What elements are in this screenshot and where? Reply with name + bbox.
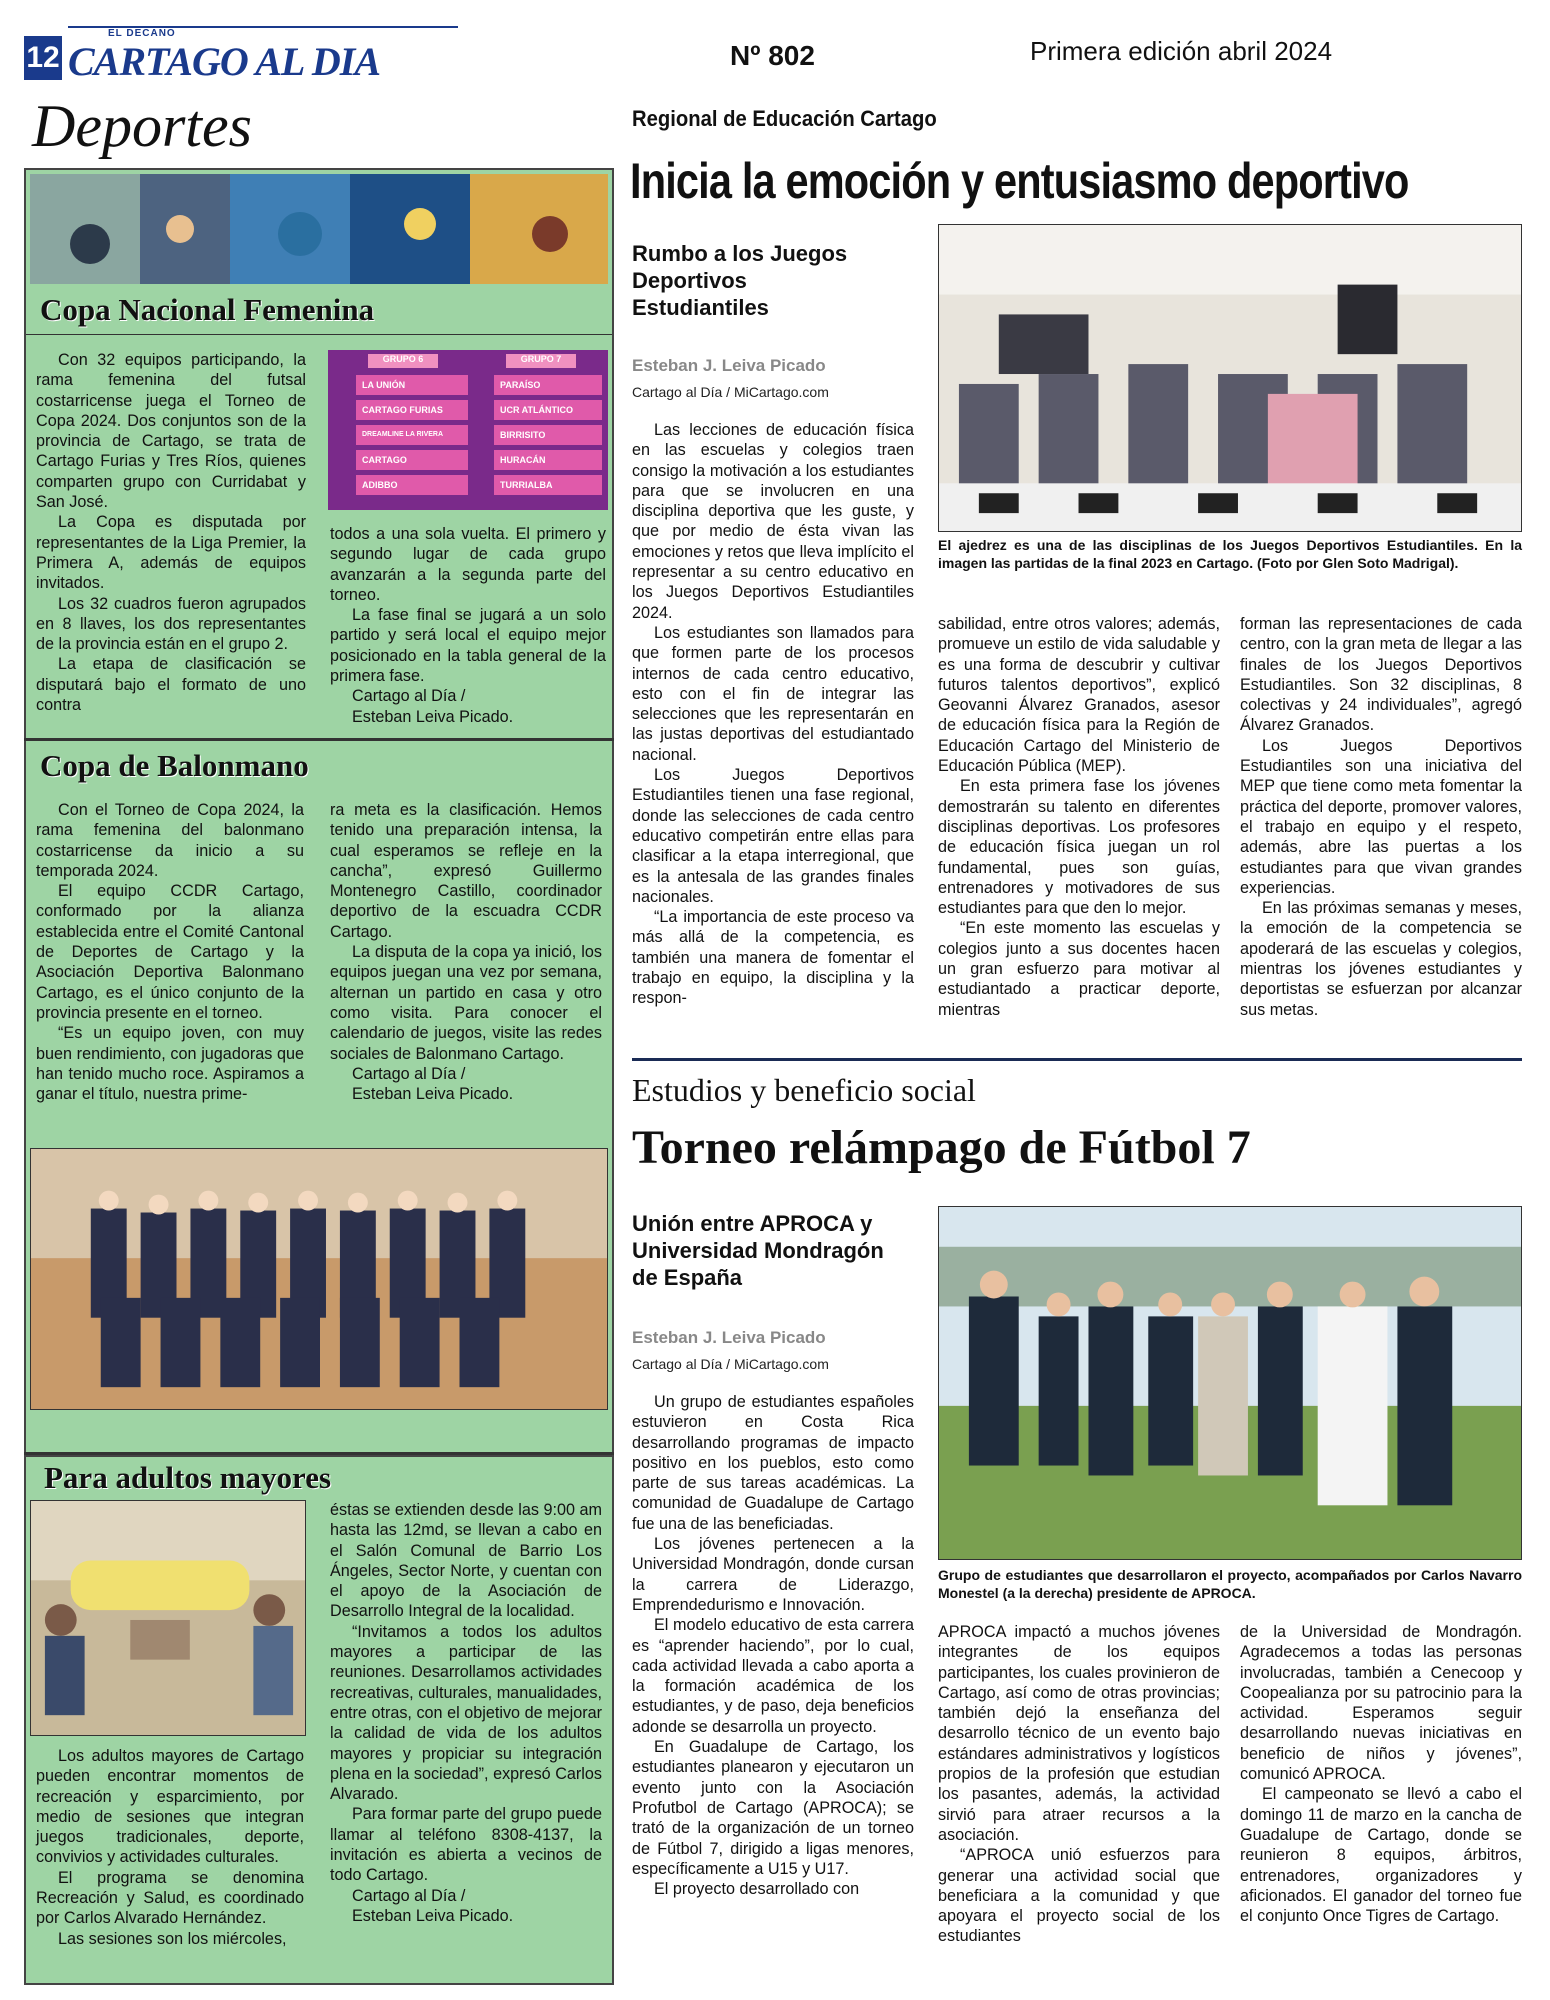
torneo-subhead: Unión entre APROCA y Universidad Mondragón de España xyxy=(632,1211,884,1290)
chess-photo xyxy=(938,224,1522,532)
torneo-col2 xyxy=(938,1622,1220,1947)
torneo-kicker: Estudios y beneficio social xyxy=(632,1072,976,1108)
team-row: CARTAGO FURIAS xyxy=(356,400,468,420)
paragraph: Los 32 cuadros fueron agrupados en 8 llaves, los dos representantes de la provincia están en el grupo 2. xyxy=(36,594,306,654)
paragraph: Las lecciones de educación física en las escuelas y colegios traen consigo la motivación a los estudiantes para que se involucren en una disciplina deportiva que les guste, y que por medio de ésta vivan las emociones y retos que lleva implícito el representar a su centro educativo en los Juegos Deportivos Estudiantiles 2024. xyxy=(632,421,914,622)
team-row: UCR ATLÁNTICO xyxy=(494,400,602,420)
team-row: HURACÁN xyxy=(494,450,602,470)
team-row: BIRRISITO xyxy=(494,425,602,445)
paragraph: ra meta es la clasificación. Hemos tenido una preparación intensa, la cual esperamos se refleje en la cancha”, expresó Guillermo Montenegro Castillo, coordinador deportivo de la escuadra CCDR Cartago. xyxy=(330,801,602,941)
team-row: ADIBBO xyxy=(356,475,468,495)
seniors-photo xyxy=(30,1500,306,1736)
paragraph: Con el Torneo de Copa 2024, la rama femenina del balonmano costarricense da inicio a su temporada 2024. xyxy=(36,801,304,880)
paragraph: Las sesiones son los miércoles, xyxy=(58,1929,287,1948)
paragraph: La disputa de la copa ya inició, los equipos juegan una vez por semana, alternan un partido en casa y otro como visita. Para conocer el calendario de juegos, visite las redes sociales de Balonmano Cartago. xyxy=(330,943,602,1063)
regional-headline: Inicia la emoción y entusiasmo deportivo xyxy=(630,153,1409,209)
logo-title: CARTAGO AL DIA xyxy=(68,39,380,84)
paragraph: En las próximas semanas y meses, la emoción de la competencia se apoderará de las escuelas y colegios, mientras los jóvenes estudiantes y deportistas se esfuerzan por alcanzar sus metas. xyxy=(1240,899,1522,1019)
paragraph: “En este momento las escuelas y colegios junto a sus docentes hacen un gran esfuerzo para motivar al estudiantado a practicar deporte, mientras xyxy=(938,919,1220,1019)
handball-team-photo xyxy=(30,1148,608,1410)
paragraph: Los adultos mayores de Cartago pueden encontrar momentos de recreación y esparcimiento, por medio de sesiones que integran juegos tradicionales, deporte, convivios y actividades culturales. xyxy=(36,1747,304,1867)
paragraph: El proyecto desarrollado con xyxy=(654,1880,860,1899)
copa-femenina-col1 xyxy=(36,350,306,715)
balonmano-col1 xyxy=(36,800,304,1104)
torneo-author: Esteban J. Leiva Picado xyxy=(632,1328,826,1347)
paragraph: Para formar parte del grupo puede llamar al teléfono 8308-4137, la invitación es abierta a vecinos de todo Cartago. xyxy=(330,1805,602,1885)
torneo-source[interactable]: Cartago al Día / MiCartago.com xyxy=(632,1356,829,1372)
newspaper-logo[interactable] xyxy=(68,28,380,84)
paragraph: “APROCA unió esfuerzos para generar una actividad social que beneficiara a la comunidad y que apoyara el proyecto social de los estudiantes xyxy=(938,1846,1220,1946)
regional-author: Esteban J. Leiva Picado xyxy=(632,356,826,375)
team-row: PARAÍSO xyxy=(494,375,602,395)
byline: Cartago al Día / xyxy=(352,1886,466,1905)
paragraph: Los Juegos Deportivos Estudiantiles tienen una fase regional, donde las selecciones de cada centro educativo competirán entre ellas para clasificar a la etapa interregional, que es la antesala de las grandes finales nacionales. xyxy=(632,766,914,906)
regional-kicker: Regional de Educación Cartago xyxy=(632,106,937,131)
regional-col1 xyxy=(632,420,914,1009)
paragraph: “Invitamos a todos los adultos mayores a participar de las reuniones. Desarrollamos actividades recreativas, culturales, manualidades, entre otras, con el objetivo de mejorar la calidad de vida de los adultos mayores y propiciar su integración plena en la sociedad”, expresó Carlos Alvarado. xyxy=(330,1622,602,1804)
paragraph: Con 32 equipos participando, la rama femenina del futsal costarricense juega el Torneo de Copa 2024. Dos conjuntos son de la provincia de Cartago, se trata de Cartago Furias y Tres Ríos, quienes comparten grupo con Curridabat y San José. xyxy=(36,351,306,512)
regional-col3 xyxy=(1240,614,1522,1020)
torneo-headline: Torneo relámpago de Fútbol 7 xyxy=(632,1121,1251,1174)
byline: Cartago al Día / xyxy=(352,687,466,706)
team-row: LA UNIÓN xyxy=(356,375,468,395)
team-row: CARTAGO xyxy=(356,450,468,470)
chess-photo-caption: El ajedrez es una de las disciplinas de los Juegos Deportivos Estudiantiles. En la imagen las partidas de la final 2023 en Cartago. (Foto por Glen Soto Madrigal). xyxy=(938,537,1522,571)
team-row: DREAMLINE LA RIVERA xyxy=(356,425,468,445)
section-divider xyxy=(24,738,614,741)
paragraph: El equipo CCDR Cartago, conformado por la alianza establecida entre el Comité Cantonal de Deportes de Cartago y la Asociación Deportiva Balonmano Cartago, es el único conjunto de la provincia presente en el torneo. xyxy=(36,882,304,1022)
byline: Esteban Leiva Picado. xyxy=(352,1906,514,1925)
group-b-label: GRUPO 7 xyxy=(506,354,576,368)
byline: Esteban Leiva Picado. xyxy=(352,707,514,726)
paragraph: La Copa es disputada por representantes de la Liga Premier, la Primera A, además de equipos invitados. xyxy=(36,513,306,593)
paragraph: Los jóvenes pertenecen a la Universidad Mondragón, donde cursan la carrera de Liderazgo, Emprendedurismo e Innovación. xyxy=(632,1535,914,1614)
copa-femenina-title: Copa Nacional Femenina xyxy=(40,292,375,327)
team-row: TURRIALBA xyxy=(494,475,602,495)
byline: Cartago al Día / xyxy=(352,1064,466,1083)
paragraph: El programa se denomina Recreación y Salud, es coordinado por Carlos Alvarado Hernández. xyxy=(36,1868,304,1928)
paragraph: “Es un equipo joven, con muy buen rendimiento, con jugadoras que han tenido mucho roce. Aspiramos a ganar el título, nuestra prime- xyxy=(36,1024,304,1104)
copa-femenina-col2 xyxy=(330,524,606,727)
regional-source[interactable]: Cartago al Día / MiCartago.com xyxy=(632,384,829,400)
adultos-col1 xyxy=(36,1746,304,1949)
paragraph: Un grupo de estudiantes españoles estuvieron en Costa Rica desarrollando programas de impacto positivo en los pueblos, esto como parte de sus tareas académicas. La comunidad de Guadalupe de Cartago fue una de las beneficiadas. xyxy=(632,1393,914,1533)
group-b-list xyxy=(472,372,602,500)
paragraph: Los estudiantes son llamados para que formen parte de los procesos internos de cada centro educativo, esto con el fin de integrar las selecciones que les representarán en las justas deportivas del estudiantado nacional. xyxy=(632,623,914,764)
adultos-title: Para adultos mayores xyxy=(44,1460,332,1495)
paragraph: sabilidad, entre otros valores; además, promueve un estilo de vida saludable y es una forma de descubrir y cultivar futuros talentos deportivos”, explicó Geovanni Álvarez Granados, asesor de educación física para la Región de Educación Cartago del Ministerio de Educación Pública (MEP). xyxy=(938,615,1220,776)
paragraph: La etapa de clasificación se disputará bajo el formato de uno contra xyxy=(36,655,306,715)
paragraph: En esta primera fase los jóvenes demostrarán su talento en diferentes disciplinas deportivas. Los profesores de educación física juegan un rol fundamental, pues son guías, entrenadores y motivadores de sus estudiantes para que den lo mejor. xyxy=(938,777,1220,918)
article-separator xyxy=(632,1058,1522,1061)
section-title: Deportes xyxy=(32,93,252,159)
paragraph: Los Juegos Deportivos Estudiantiles son una iniciativa del MEP que tiene como meta fomentar la práctica del deporte, promover valores, el trabajo en equipo y el respeto, además, abre las puertas a los estudiantes para que vivan grandes experiencias. xyxy=(1240,736,1522,897)
paragraph: “La importancia de este proceso va más allá de la competencia, es también una manera de fomentar el trabajo en equipo, la disciplina y la respon- xyxy=(632,908,914,1008)
paragraph: APROCA impactó a muchos jóvenes integrantes de los equipos participantes, los cuales provinieron de Cartago, así como de otras provincias; también dejó la enseñanza del desarrollo técnico de un evento bajo estándares administrativos y logísticos propios de la profesión que estudian los pasantes, además, la actividad sirvió para atraer recursos a la asociación. xyxy=(938,1623,1220,1844)
logo-tagline: EL DECANO xyxy=(108,28,176,39)
issue-number: Nº 802 xyxy=(730,40,815,71)
balonmano-col2 xyxy=(330,800,602,1104)
students-photo-caption: Grupo de estudiantes que desarrollaron el proyecto, acompañados por Carlos Navarro Monestel (a la derecha) presidente de APROCA. xyxy=(938,1567,1522,1601)
paragraph: de la Universidad de Mondragón. Agradecemos a todas las personas involucradas, también a Cenecoop y Coopealianza por su patrocinio para la actividad. Esperamos seguir desarrollando nuevas iniciativas en beneficio de niños y jóvenes”, comunicó APROCA. xyxy=(1240,1623,1522,1784)
torneo-col3 xyxy=(1240,1622,1522,1926)
paragraph: éstas se extienden desde las 9:00 am hasta las 12md, se llevan a cabo en el Salón Comunal de Barrio Los Ángeles, Sector Norte, y cuentan con el apoyo de la Asociación de Desarrollo Integral de la localidad. xyxy=(330,1501,602,1621)
group-graphic xyxy=(328,350,608,510)
regional-col2 xyxy=(938,614,1220,1020)
page-number: 12 xyxy=(24,36,62,80)
copa-divider xyxy=(26,334,612,335)
group-a-label: GRUPO 6 xyxy=(368,354,438,368)
paragraph: La fase final se jugará a un solo partido y será local el equipo mejor posicionado en la tabla general de la primera fase. xyxy=(330,606,606,686)
torneo-col1 xyxy=(632,1392,914,1899)
group-a-list xyxy=(334,372,468,500)
byline: Esteban Leiva Picado. xyxy=(352,1085,514,1104)
regional-subhead: Rumbo a los Juegos Deportivos Estudiantiles xyxy=(632,241,848,320)
sports-banner-image xyxy=(30,174,608,284)
paragraph: En Guadalupe de Cartago, los estudiantes planearon y ejecutaron un evento junto con la Asociación Profutbol de Cartago (APROCA); se trató de la organización de un torneo de Fútbol 7, dirigido a ligas menores, específicamente a U15 y U17. xyxy=(632,1738,914,1878)
paragraph: El modelo educativo de esta carrera es “aprender haciendo”, por lo cual, cada actividad llevada a cabo aporta a la formación académica de los estudiantes, y de paso, deja beneficios adonde se desarrolla un proyecto. xyxy=(632,1616,914,1736)
edition-date: Primera edición abril 2024 xyxy=(1030,36,1333,66)
balonmano-title: Copa de Balonmano xyxy=(40,748,309,783)
paragraph: todos a una sola vuelta. El primero y segundo lugar de cada grupo avanzarán a la segunda parte del torneo. xyxy=(330,525,606,604)
students-photo xyxy=(938,1206,1522,1560)
adultos-col2 xyxy=(330,1500,602,1926)
paragraph: forman las representaciones de cada centro, con la gran meta de llegar a las finales de los Juegos Deportivos Estudiantiles. Son 32 disciplinas, 8 colectivas y 24 individuales”, agregó Álvarez Granados. xyxy=(1240,615,1522,735)
paragraph: El campeonato se llevó a cabo el domingo 11 de marzo en la cancha de Guadalupe de Cartago, donde se reunieron 8 equipos, árbitros, entrenadores, organizadores y aficionados. El ganador del torneo fue el conjunto Once Tigres de Cartago. xyxy=(1240,1785,1522,1926)
